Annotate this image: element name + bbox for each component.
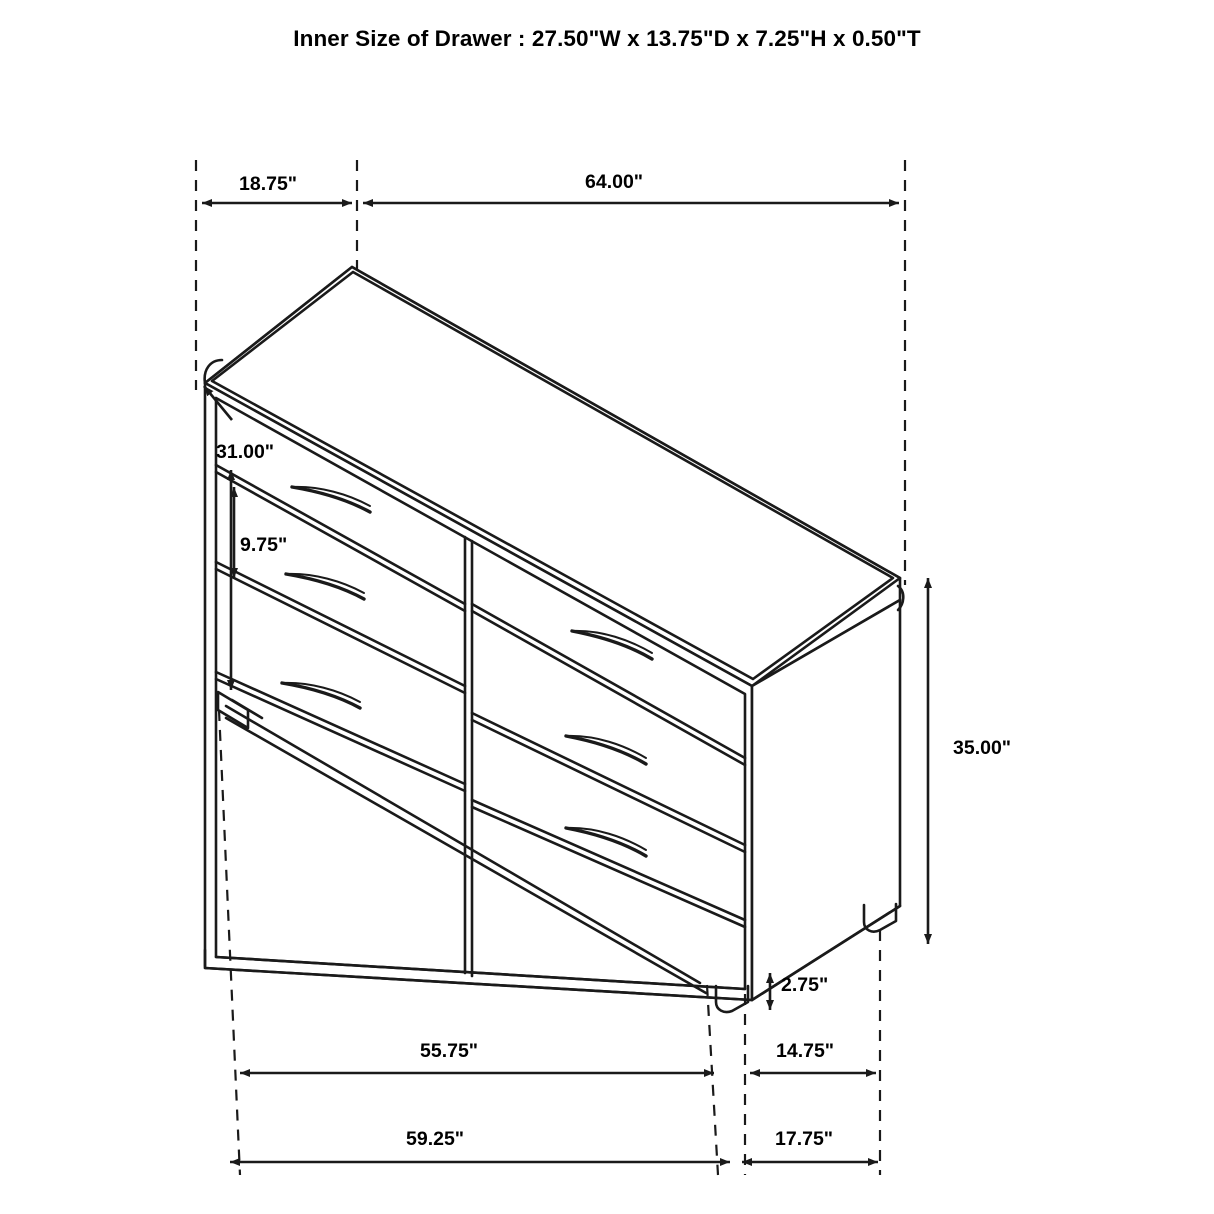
dresser-body — [205, 267, 904, 1012]
dimension-label-drawer-height: 9.75" — [240, 534, 288, 556]
dimension-label-side-depth-inner: 14.75" — [776, 1040, 835, 1062]
dimension-label-overall-height: 35.00" — [953, 737, 1012, 759]
dimension-label-front-width-inner: 55.75" — [420, 1040, 479, 1062]
dimension-label-front-width-outer: 59.25" — [406, 1128, 465, 1150]
dimension-label-front-panel-height: 31.00" — [216, 441, 275, 463]
dimension-label-leg-height: 2.75" — [781, 974, 829, 996]
dimension-label-depth-top: 18.75" — [239, 173, 298, 195]
dimension-label-width-top: 64.00" — [585, 171, 644, 193]
dimension-label-side-depth-outer: 17.75" — [775, 1128, 834, 1150]
page-title: Inner Size of Drawer : 27.50"W x 13.75"D x 7.25"H x 0.50"T — [293, 26, 921, 51]
